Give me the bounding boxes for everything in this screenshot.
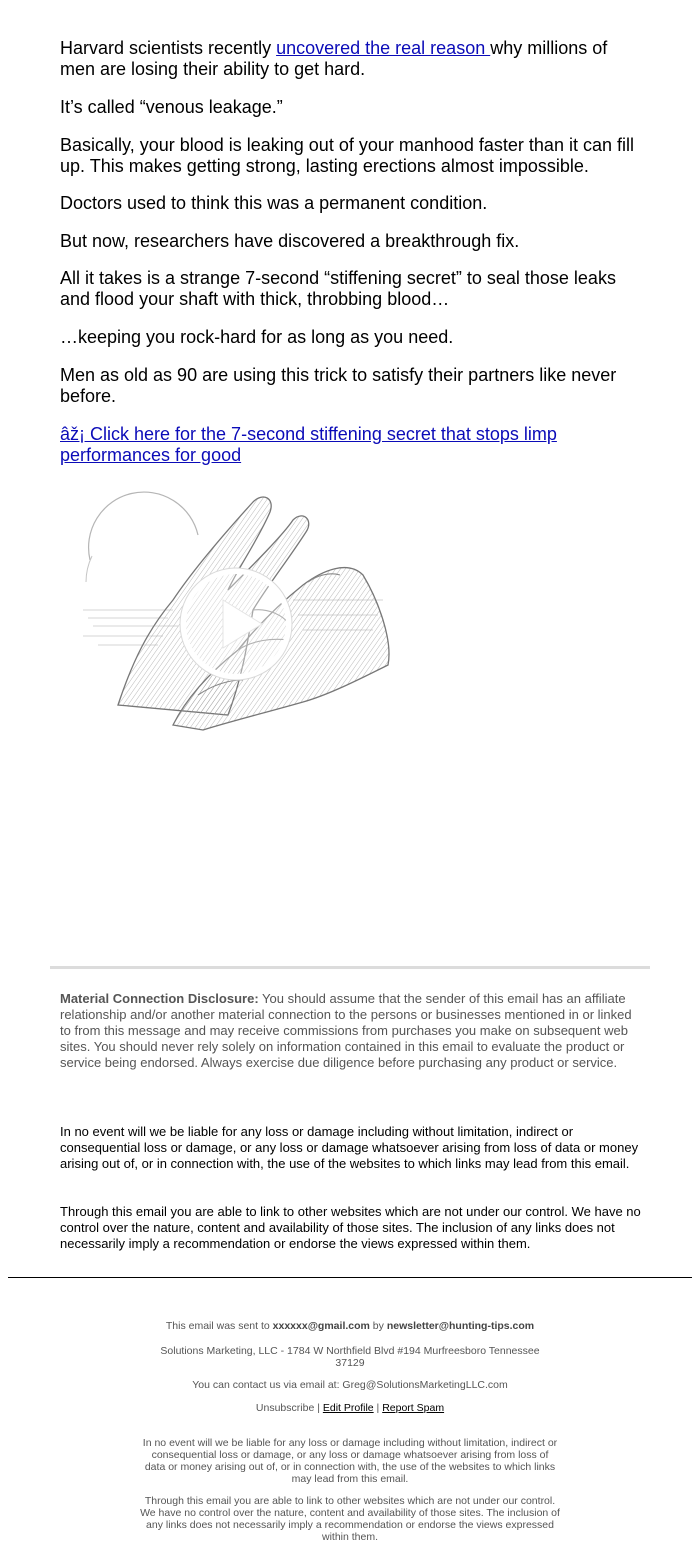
paragraph-men-90: Men as old as 90 are using this trick to satisfy their partners like never before. xyxy=(60,365,617,406)
footer-liability-notice: In no event will we be liable for any loss or damage including without limitation, indirect or consequential loss or damage, or any loss or damage whatsoever arising from loss of data or money arising out of, or in connection with, the use of the websites to which links may lead from this email. xyxy=(142,1437,558,1485)
uncovered-reason-link[interactable]: uncovered the real reason xyxy=(276,38,491,58)
unsubscribe-link[interactable]: Unsubscribe xyxy=(255,1402,315,1414)
play-icon[interactable] xyxy=(180,568,292,680)
paragraph-blood-leaking: Basically, your blood is leaking out of your manhood faster than it can fill up. This makes getting strong, lasting erections almost impossible. xyxy=(60,135,634,176)
contact-line: You can contact us via email at: Greg@SolutionsMarketingLLC.com xyxy=(192,1379,508,1391)
recipient-email: xxxxxx@gmail.com xyxy=(272,1320,370,1332)
report-spam-link[interactable]: Report Spam xyxy=(382,1402,445,1414)
sender-email: newsletter@hunting-tips.com xyxy=(386,1320,535,1332)
divider xyxy=(50,966,650,969)
company-address: Solutions Marketing, LLC - 1784 W Northfield Blvd #194 Murfreesboro Tennessee 37129 xyxy=(160,1345,540,1369)
paragraph-rock-hard: …keeping you rock-hard for as long as you need. xyxy=(60,327,454,347)
edit-profile-link[interactable]: Edit Profile xyxy=(322,1402,374,1414)
cta-paragraph xyxy=(60,424,645,466)
cta-link[interactable]: âž¡ Click here for the 7-second stiffening secret that stops limp performances for good xyxy=(60,424,557,465)
paragraph-doctors: Doctors used to think this was a permanent condition. xyxy=(60,193,488,213)
hands-icon xyxy=(78,490,398,740)
footer-links: Unsubscribe | Edit Profile | Report Spam xyxy=(255,1402,445,1414)
paragraph-intro: Harvard scientists recently uncovered the real reason why millions of men are losing their ability to get hard. xyxy=(60,38,608,79)
paragraph-breakthrough: But now, researchers have discovered a breakthrough fix. xyxy=(60,231,520,251)
material-connection-disclosure: Material Connection Disclosure: You should assume that the sender of this email has an affiliate relationship and/or another material connection to the persons or businesses mentioned in or linked to from this message and may receive commissions from purchases you make on subsequent web sites. You should never rely solely on information contained in this email to evaluate the product or service being endorsed. Always exercise due diligence before purchasing any product or service. xyxy=(60,991,632,1070)
paragraph-stiffening-secret: All it takes is a strange 7-second “stiffening secret” to seal those leaks and flood your shaft with thick, throbbing blood… xyxy=(60,268,616,309)
footer-external-links-notice: Through this email you are able to link to other websites which are not under our control. We have no control over the nature, content and availability of those sites. The inclusion of any links does not necessarily imply a recommendation or endorse the views expressed within them. xyxy=(140,1495,560,1543)
footer-divider xyxy=(8,1277,692,1278)
external-links-notice: Through this email you are able to link to other websites which are not under our control. We have no control over the nature, content and availability of those sites. The inclusion of any links does not necessarily imply a recommendation or endorse the views expressed within them. xyxy=(60,1204,641,1251)
sent-to-line: This email was sent to xxxxxx@gmail.com by newsletter@hunting-tips.com xyxy=(165,1320,535,1332)
liability-notice: In no event will we be liable for any loss or damage including without limitation, indirect or consequential loss or damage, or any loss or damage whatsoever arising from loss of data or money arising out of, or in connection with, the use of the websites to which links may lead from this email. xyxy=(60,1124,639,1171)
disclosure-label: Material Connection Disclosure: xyxy=(60,991,259,1006)
paragraph-venous-leakage: It’s called “venous leakage.” xyxy=(60,97,283,117)
video-thumbnail[interactable] xyxy=(78,490,398,740)
